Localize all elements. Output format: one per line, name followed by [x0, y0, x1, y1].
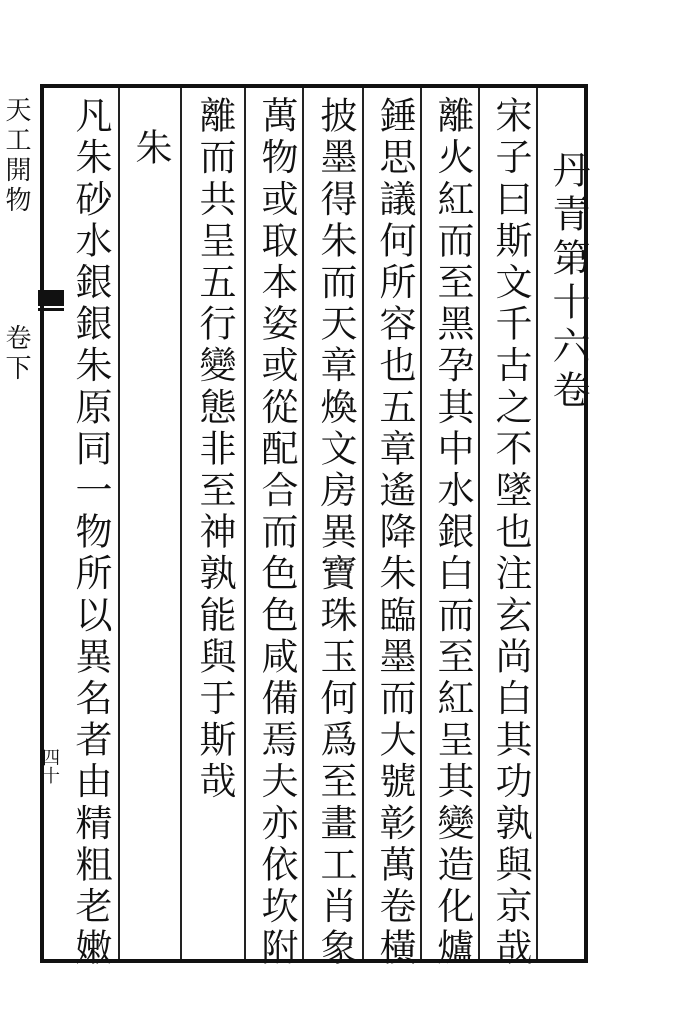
column-rule — [244, 88, 246, 959]
text-column: 宋子曰斯文千古之不墜也注玄尚白其功孰與京哉 — [489, 96, 532, 970]
text-column: 離而共呈五行變態非至神孰能與于斯哉 — [193, 96, 236, 804]
text-column: 錘思議何所容也五章遙降朱臨墨而大號彰萬卷橫 — [373, 96, 416, 970]
column-rule — [478, 88, 480, 959]
section-heading: 朱 — [129, 128, 172, 170]
text-column: 萬物或取本姿或從配合而色色咸備焉夫亦依坎附 — [255, 96, 298, 970]
column-rule — [180, 88, 182, 959]
chapter-title: 丹青第十六卷 — [546, 150, 590, 414]
text-column: 披墨得朱而天章煥文房異寶珠玉何爲至畫工肖象 — [314, 96, 357, 970]
column-rule — [118, 88, 120, 959]
column-rule — [362, 88, 364, 959]
fishtail-mark — [38, 290, 64, 306]
text-column: 凡朱砂水銀銀朱原同一物所以異名者由精粗老嫩 — [69, 96, 112, 970]
fishtail-line — [38, 308, 64, 311]
frame-top-border — [40, 84, 586, 88]
column-rule — [302, 88, 304, 959]
page-number: 四十 — [39, 748, 60, 784]
column-rule — [536, 88, 538, 959]
running-title: 天工開物 — [1, 96, 31, 216]
frame-left-border — [40, 84, 44, 963]
text-column: 離火紅而至黑孕其中水銀白而至紅呈其變造化爐 — [431, 96, 474, 970]
column-rule — [420, 88, 422, 959]
margin-strip — [0, 88, 40, 959]
volume-marker: 卷下 — [1, 324, 31, 384]
